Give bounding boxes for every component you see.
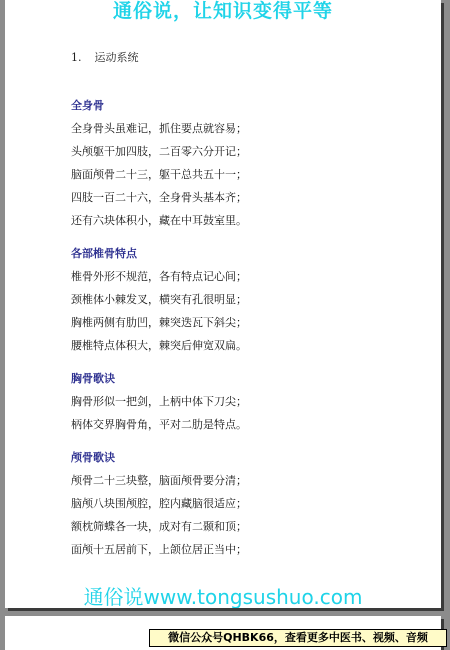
verse-line: 额枕筛蝶各一块，成对有二颞和顶； [71,520,247,533]
verse-line: 颈椎体小棘发叉，横突有孔很明显； [71,293,247,306]
verse-line: 胸骨形似一把剑，上柄中体下刀尖； [71,395,247,408]
watermark-bottom: 通俗说www.tongsushuo.com [83,585,363,608]
verse-line: 脑颅八块围颅腔，腔内藏脑很适应； [71,497,247,510]
section-vertebrae [71,242,431,357]
section-whole-body-bones [71,94,431,232]
section-title: 胸骨歌诀 [71,372,115,385]
chapter-number: 1. [71,51,82,64]
chapter-title: 运动系统 [94,51,139,64]
page-content [71,48,431,571]
verse-line: 胸椎两侧有肋凹，棘突迭瓦下斜尖； [71,316,247,329]
verse-line: 脑面颅骨二十三，躯干总共五十一； [71,168,247,181]
section-sternum [71,367,431,436]
promo-banner: 微信公众号QHBK66，查看更多中医书、视频、音频 [149,629,447,647]
section-title: 颅骨歌诀 [71,451,115,464]
document-page [5,0,441,608]
verse-line: 头颅躯干加四肢，二百零六分开记； [71,145,247,158]
chapter-heading [71,48,431,68]
verse-line: 柄体交界胸骨角，平对二肋是特点。 [71,418,247,431]
verse-line: 颅骨二十三块整，脑面颅骨要分清； [71,474,247,487]
section-title: 各部椎骨特点 [71,247,137,260]
verse-line: 四肢一百二十六，全身骨头基本齐； [71,191,247,204]
verse-line: 腰椎特点体积大，棘突后伸宽双扁。 [71,339,247,352]
section-title: 全身骨 [71,99,104,112]
verse-line: 面颅十五居前下，上颌位居正当中； [71,543,247,556]
verse-line: 还有六块体积小，藏在中耳鼓室里。 [71,214,247,227]
verse-line: 椎骨外形不规范，各有特点记心间； [71,270,247,283]
section-skull [71,446,431,561]
watermark-top: 通俗说，让知识变得平等 [112,0,333,22]
verse-line: 全身骨头虽难记，抓住要点就容易； [71,122,247,135]
